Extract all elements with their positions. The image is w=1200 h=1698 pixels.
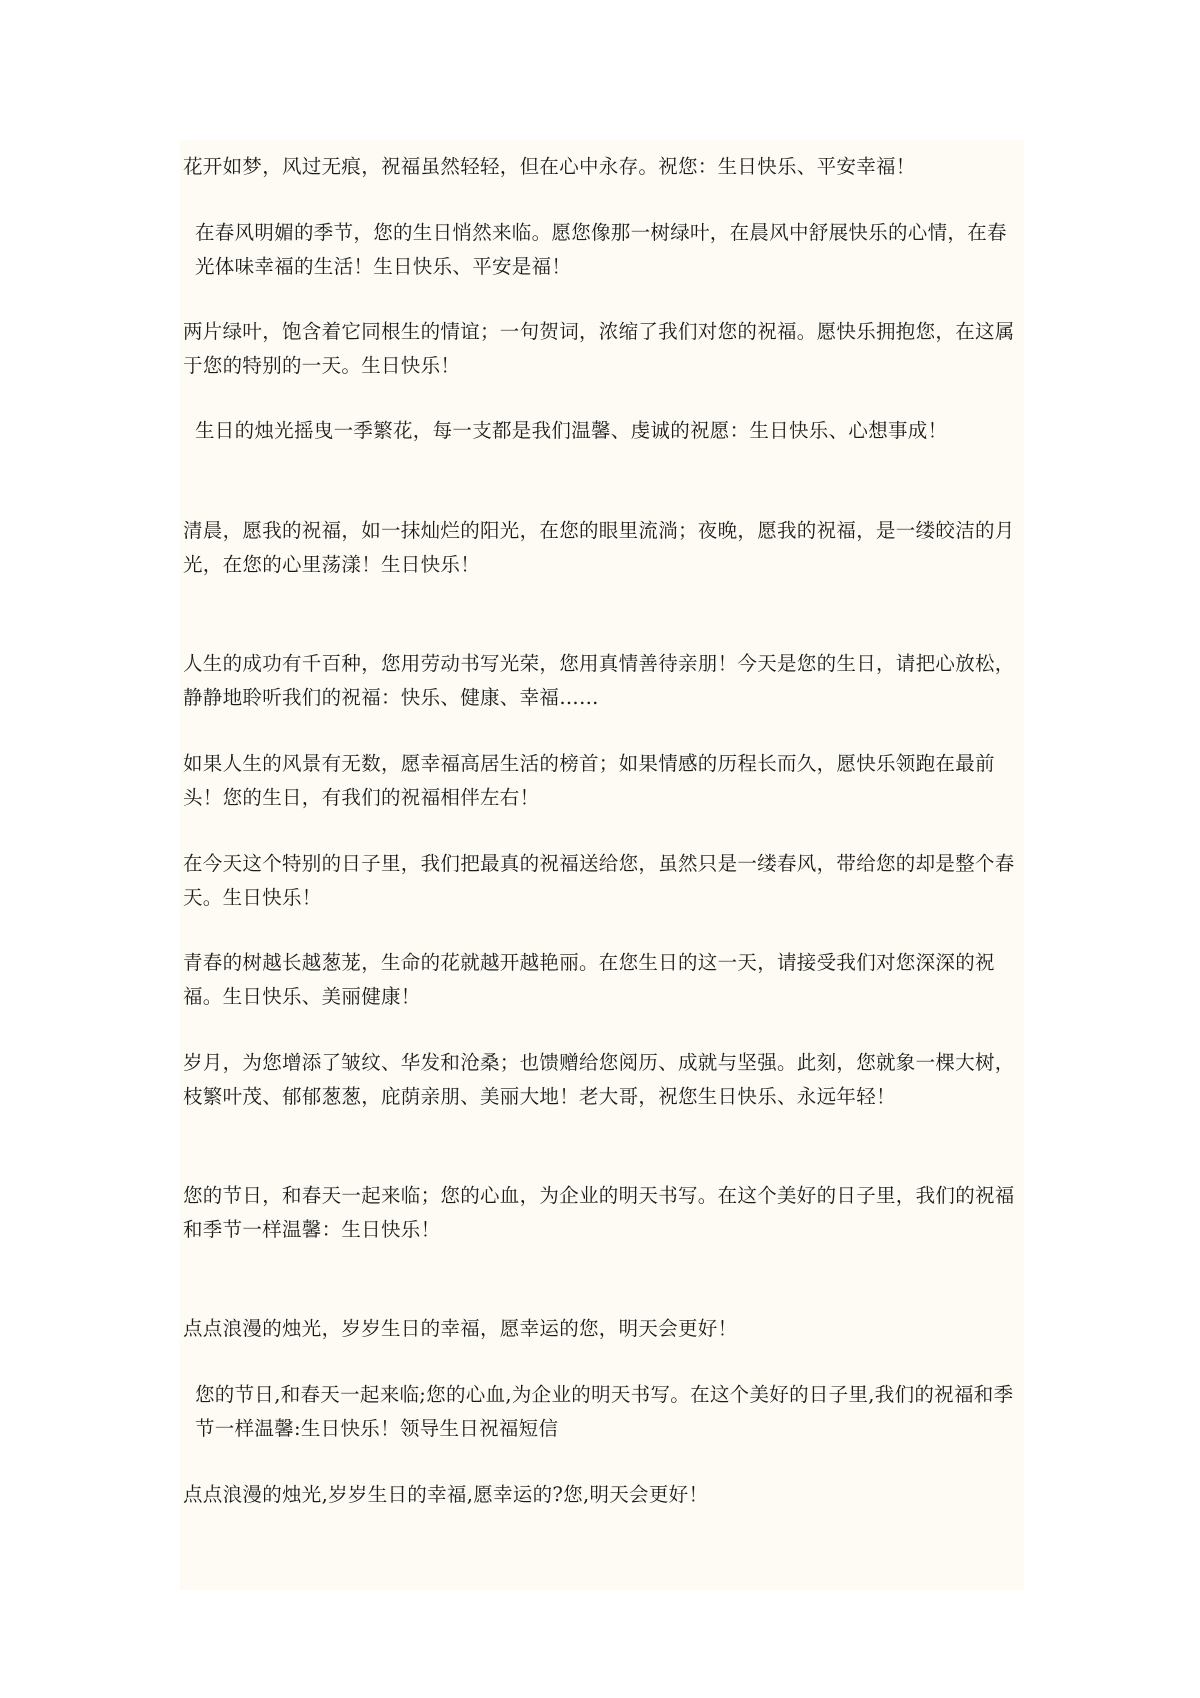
paragraph-12: 点点浪漫的烛光，岁岁生日的幸福，愿幸运的您，明天会更好！ [183,1317,738,1340]
paragraph-7: 如果人生的风景有无数，愿幸福高居生活的榜首；如果情感的历程长而久，愿快乐领跑在最前头！您的生日，有我们的祝福相伴左右！ [183,752,995,809]
paragraph-5: 清晨，愿我的祝福，如一抹灿烂的阳光，在您的眼里流淌；夜晚，愿我的祝福，是一缕皎洁的月光，在您的心里荡漾！生日快乐！ [183,519,1015,576]
paragraph-13: 您的节日,和春天一起来临;您的心血,为企业的明天书写。在这个美好的日子里,我们的祝福和季节一样温馨:生日快乐！领导生日祝福短信 [195,1383,1014,1440]
paragraph-1: 花开如梦，风过无痕，祝福虽然轻轻，但在心中永存。祝您：生日快乐、平安幸福！ [183,155,916,178]
paragraph-11: 您的节日，和春天一起来临；您的心血，为企业的明天书写。在这个美好的日子里，我们的祝福和季节一样温馨：生日快乐！ [183,1184,1015,1241]
paragraph-8: 在今天这个特别的日子里，我们把最真的祝福送给您，虽然只是一缕春风，带给您的却是整个春天。生日快乐！ [183,852,1015,909]
paragraph-3: 两片绿叶，饱含着它同根生的情谊；一句贺词，浓缩了我们对您的祝福。愿快乐拥抱您，在这属于您的特别的一天。生日快乐！ [183,320,1015,377]
paragraph-4: 生日的烛光摇曳一季繁花，每一支都是我们温馨、虔诚的祝愿：生日快乐、心想事成！ [195,419,948,442]
paragraph-9: 青春的树越长越葱茏，生命的花就越开越艳丽。在您生日的这一天，请接受我们对您深深的祝福。生日快乐、美丽健康！ [183,951,995,1008]
paragraph-6: 人生的成功有千百种，您用劳动书写光荣，您用真情善待亲朋！今天是您的生日，请把心放松，静静地聆听我们的祝福：快乐、健康、幸福…… [183,652,1015,709]
paragraph-2: 在春风明媚的季节，您的生日悄然来临。愿您像那一树绿叶，在晨风中舒展快乐的心情，在春光体味幸福的生活！生日快乐、平安是福！ [195,221,1007,278]
paragraph-10: 岁月，为您增添了皱纹、华发和沧桑；也馈赠给您阅历、成就与坚强。此刻，您就象一棵大树，枝繁叶茂、郁郁葱葱，庇荫亲朋、美丽大地！老大哥，祝您生日快乐、永远年轻！ [183,1051,1015,1108]
paragraph-14: 点点浪漫的烛光,岁岁生日的幸福,愿幸运的?您,明天会更好！ [183,1483,709,1506]
